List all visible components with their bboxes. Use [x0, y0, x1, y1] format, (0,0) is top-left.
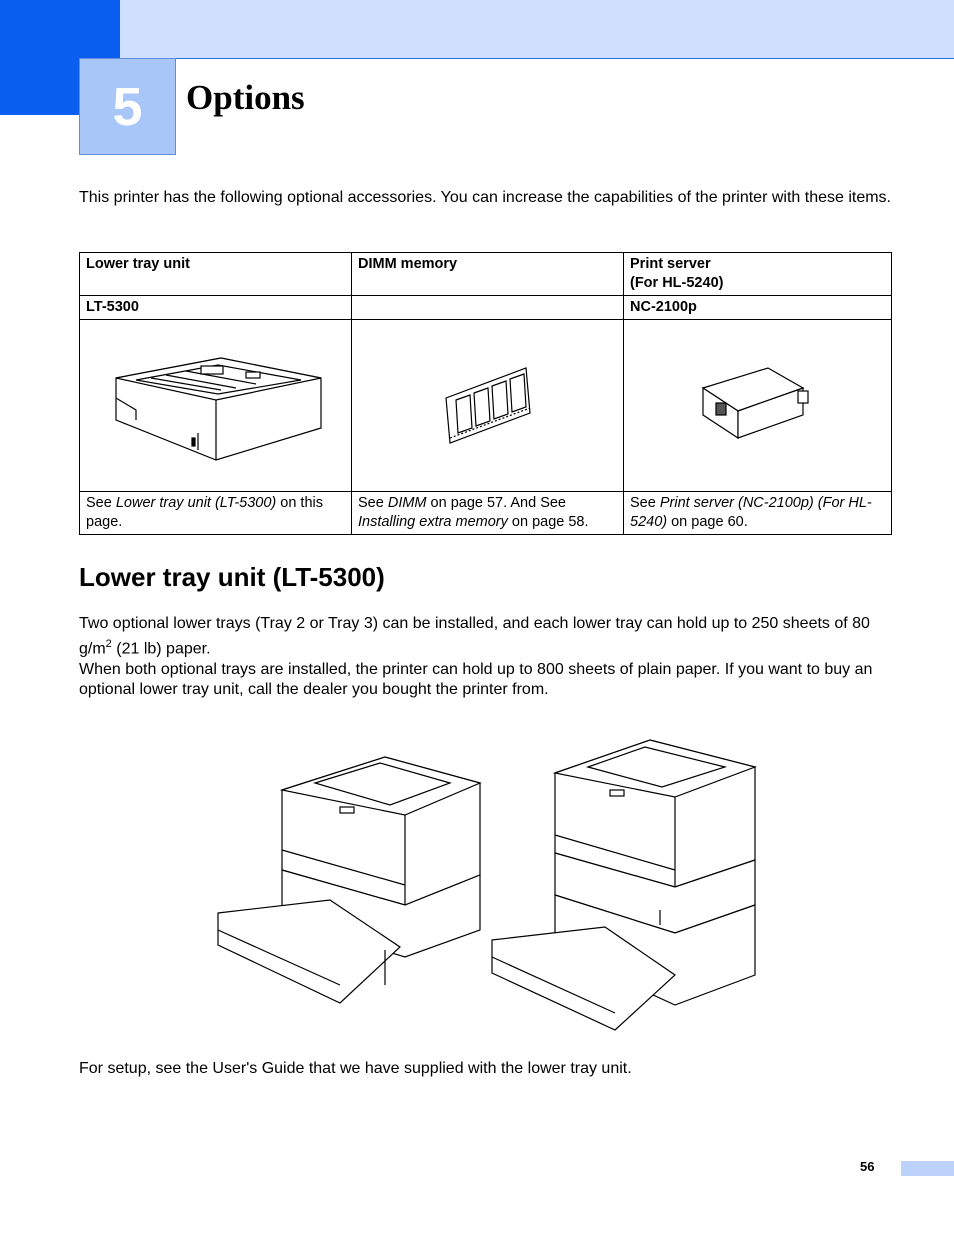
- page-number: 56: [860, 1159, 875, 1174]
- ref-text: See: [630, 495, 660, 511]
- ref-text: See: [358, 495, 388, 511]
- table-header-row: [80, 253, 892, 296]
- ref-print-server: [624, 492, 892, 535]
- table-image-row: [80, 320, 892, 492]
- section-paragraph-2: When both optional trays are installed, the printer can hold up to 800 sheets of plain paper. If you want to buy an optional lower tray unit, call the dealer you bought the printer from.: [79, 661, 873, 698]
- header-label: Lower tray unit: [86, 256, 190, 272]
- lower-tray-illustration: [106, 338, 326, 468]
- ref-link[interactable]: Lower tray unit (LT-5300): [115, 495, 277, 511]
- options-table: [79, 252, 892, 535]
- ref-lower-tray: [80, 492, 352, 535]
- ref-link[interactable]: Installing extra memory: [358, 514, 508, 530]
- table-ref-row: [80, 492, 892, 535]
- paragraph-text: Two optional lower trays (Tray 2 or Tray 3) can be installed, and each lower tray can hold up to 250 sheets of 80 g/m: [79, 615, 870, 658]
- dimm-image-cell: [352, 320, 624, 492]
- print-server-illustration: [698, 363, 818, 443]
- superscript: 2: [105, 638, 112, 650]
- chapter-title: Options: [186, 78, 305, 117]
- ref-text: See: [86, 495, 116, 511]
- dimm-illustration: [438, 358, 538, 448]
- header-print-server: [624, 253, 892, 296]
- setup-note: For setup, see the User's Guide that we have supplied with the lower tray unit.: [79, 1060, 632, 1077]
- section-paragraph-1: [79, 614, 899, 659]
- ref-link[interactable]: Print server (NC-2100p) (For HL-5240): [630, 495, 872, 530]
- header-label: DIMM memory: [358, 256, 458, 272]
- printers-with-trays-illustration: [210, 735, 770, 1035]
- print-server-image-cell: [624, 320, 892, 492]
- ref-text: on page 60.: [667, 514, 748, 530]
- header-label: Print server: [630, 256, 711, 272]
- ref-link[interactable]: DIMM: [387, 495, 427, 511]
- paragraph-text: (21 lb) paper.: [111, 640, 211, 658]
- ref-text: on page 58.: [507, 514, 589, 530]
- header-lower-tray: [80, 253, 352, 296]
- ref-dimm: [352, 492, 624, 535]
- ref-text: on page 57. And See: [426, 495, 567, 511]
- header-dimm: [352, 253, 624, 296]
- header-sublabel: (For HL-5240): [630, 275, 724, 291]
- model-print-server: NC-2100p: [624, 296, 892, 320]
- chapter-number: 5: [79, 58, 176, 155]
- ref-text: on this page.: [86, 495, 323, 530]
- model-lower-tray: LT-5300: [80, 296, 352, 320]
- page-number-bar: [901, 1161, 954, 1176]
- lower-tray-image-cell: [80, 320, 352, 492]
- model-dimm: [352, 296, 624, 320]
- intro-paragraph: This printer has the following optional accessories. You can increase the capabilities of the printer with these items.: [79, 189, 891, 206]
- table-model-row: [80, 296, 892, 320]
- section-title: Lower tray unit (LT-5300): [79, 562, 385, 592]
- header-band: [0, 0, 954, 59]
